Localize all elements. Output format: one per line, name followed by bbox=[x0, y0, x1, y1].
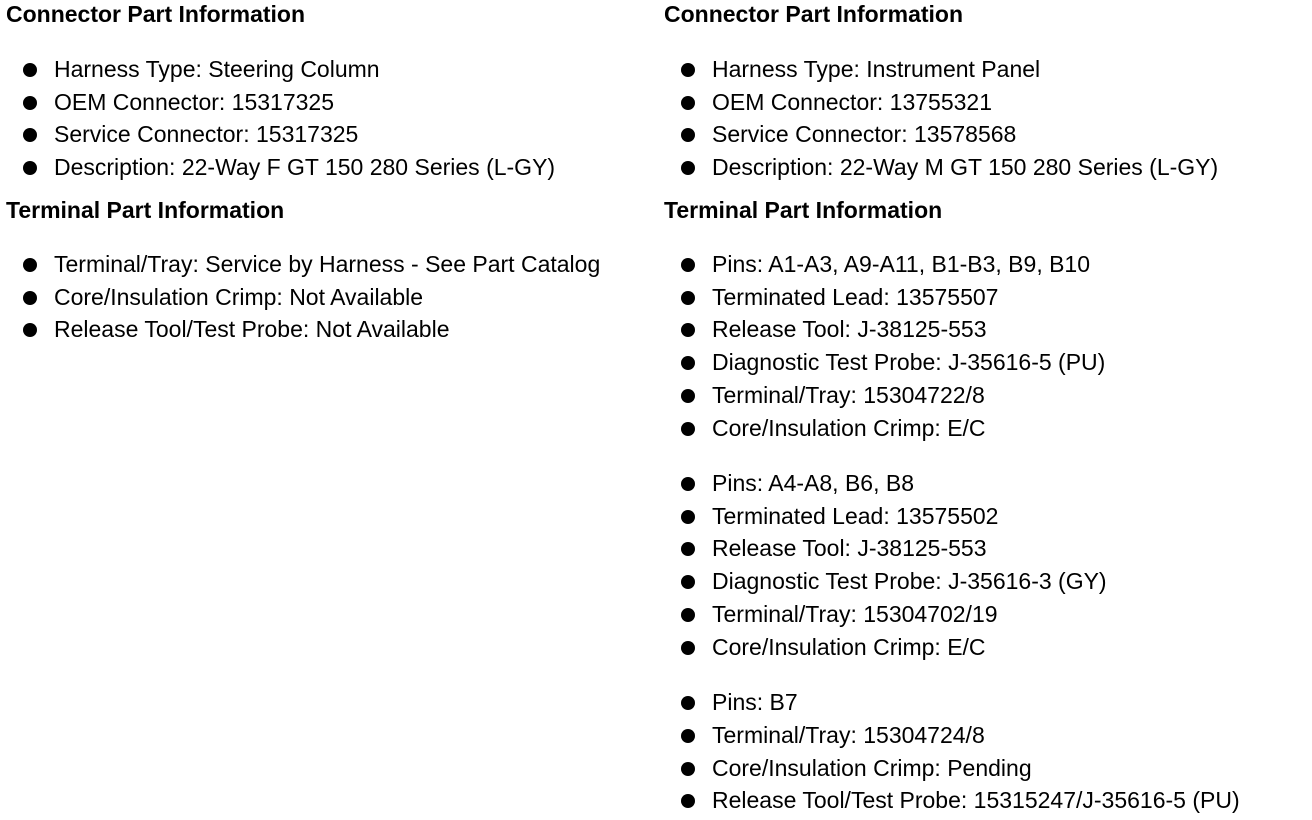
item-text: Release Tool/Test Probe: 15315247/J-35616-5 (PU) bbox=[712, 787, 1240, 813]
item-text: Harness Type: Instrument Panel bbox=[712, 56, 1041, 82]
item-text: Description: 22-Way M GT 150 280 Series (L-GY) bbox=[712, 154, 1219, 180]
item-text: OEM Connector: 13755321 bbox=[712, 89, 993, 115]
bullet-icon bbox=[681, 96, 695, 110]
connector-heading-left: Connector Part Information bbox=[6, 1, 306, 27]
bullet-icon bbox=[23, 161, 37, 175]
bullet-icon bbox=[23, 96, 37, 110]
bullet-icon bbox=[23, 128, 37, 142]
item-text: Core/Insulation Crimp: E/C bbox=[712, 415, 986, 441]
item-text: Terminal/Tray: Service by Harness - See Part Catalog bbox=[54, 251, 601, 277]
bullet-icon bbox=[681, 575, 695, 589]
bullet-icon bbox=[681, 608, 695, 622]
item-text: Terminal/Tray: 15304724/8 bbox=[712, 722, 985, 748]
item-text: Diagnostic Test Probe: J-35616-3 (GY) bbox=[712, 568, 1107, 594]
item-text: Release Tool: J-38125-553 bbox=[712, 535, 987, 561]
bullet-icon bbox=[681, 477, 695, 491]
connector-heading-right: Connector Part Information bbox=[664, 1, 964, 27]
bullet-icon bbox=[681, 510, 695, 524]
bullet-icon bbox=[681, 356, 695, 370]
bullet-icon bbox=[681, 794, 695, 808]
bullet-icon bbox=[681, 641, 695, 655]
item-text: Core/Insulation Crimp: E/C bbox=[712, 634, 986, 660]
bullet-icon bbox=[681, 729, 695, 743]
item-text: Terminated Lead: 13575502 bbox=[712, 503, 999, 529]
bullet-icon bbox=[23, 323, 37, 337]
terminal-heading-left: Terminal Part Information bbox=[6, 197, 285, 223]
item-text: Pins: B7 bbox=[712, 689, 798, 715]
bullet-icon bbox=[681, 128, 695, 142]
item-text: Harness Type: Steering Column bbox=[54, 56, 380, 82]
bullet-icon bbox=[681, 389, 695, 403]
bullet-icon bbox=[681, 542, 695, 556]
item-text: Core/Insulation Crimp: Pending bbox=[712, 755, 1032, 781]
item-text: Terminated Lead: 13575507 bbox=[712, 284, 999, 310]
item-text: Pins: A1-A3, A9-A11, B1-B3, B9, B10 bbox=[712, 251, 1091, 277]
bullet-icon bbox=[681, 63, 695, 77]
item-text: Release Tool: J-38125-553 bbox=[712, 316, 987, 342]
bullet-icon bbox=[681, 323, 695, 337]
bullet-icon bbox=[681, 258, 695, 272]
bullet-icon bbox=[681, 422, 695, 436]
bullet-icon bbox=[681, 291, 695, 305]
item-text: Release Tool/Test Probe: Not Available bbox=[54, 316, 450, 342]
bullet-icon bbox=[681, 696, 695, 710]
bullet-icon bbox=[23, 291, 37, 305]
item-text: Pins: A4-A8, B6, B8 bbox=[712, 470, 915, 496]
item-text: OEM Connector: 15317325 bbox=[54, 89, 335, 115]
item-text: Terminal/Tray: 15304702/19 bbox=[712, 601, 998, 627]
terminal-heading-right: Terminal Part Information bbox=[664, 197, 943, 223]
bullet-icon bbox=[23, 258, 37, 272]
item-text: Diagnostic Test Probe: J-35616-5 (PU) bbox=[712, 349, 1106, 375]
bullet-icon bbox=[681, 161, 695, 175]
bullet-icon bbox=[681, 762, 695, 776]
item-text: Terminal/Tray: 15304722/8 bbox=[712, 382, 985, 408]
item-text: Service Connector: 15317325 bbox=[54, 121, 359, 147]
item-text: Core/Insulation Crimp: Not Available bbox=[54, 284, 424, 310]
item-text: Service Connector: 13578568 bbox=[712, 121, 1017, 147]
bullet-icon bbox=[23, 63, 37, 77]
item-text: Description: 22-Way F GT 150 280 Series (L-GY) bbox=[54, 154, 556, 180]
